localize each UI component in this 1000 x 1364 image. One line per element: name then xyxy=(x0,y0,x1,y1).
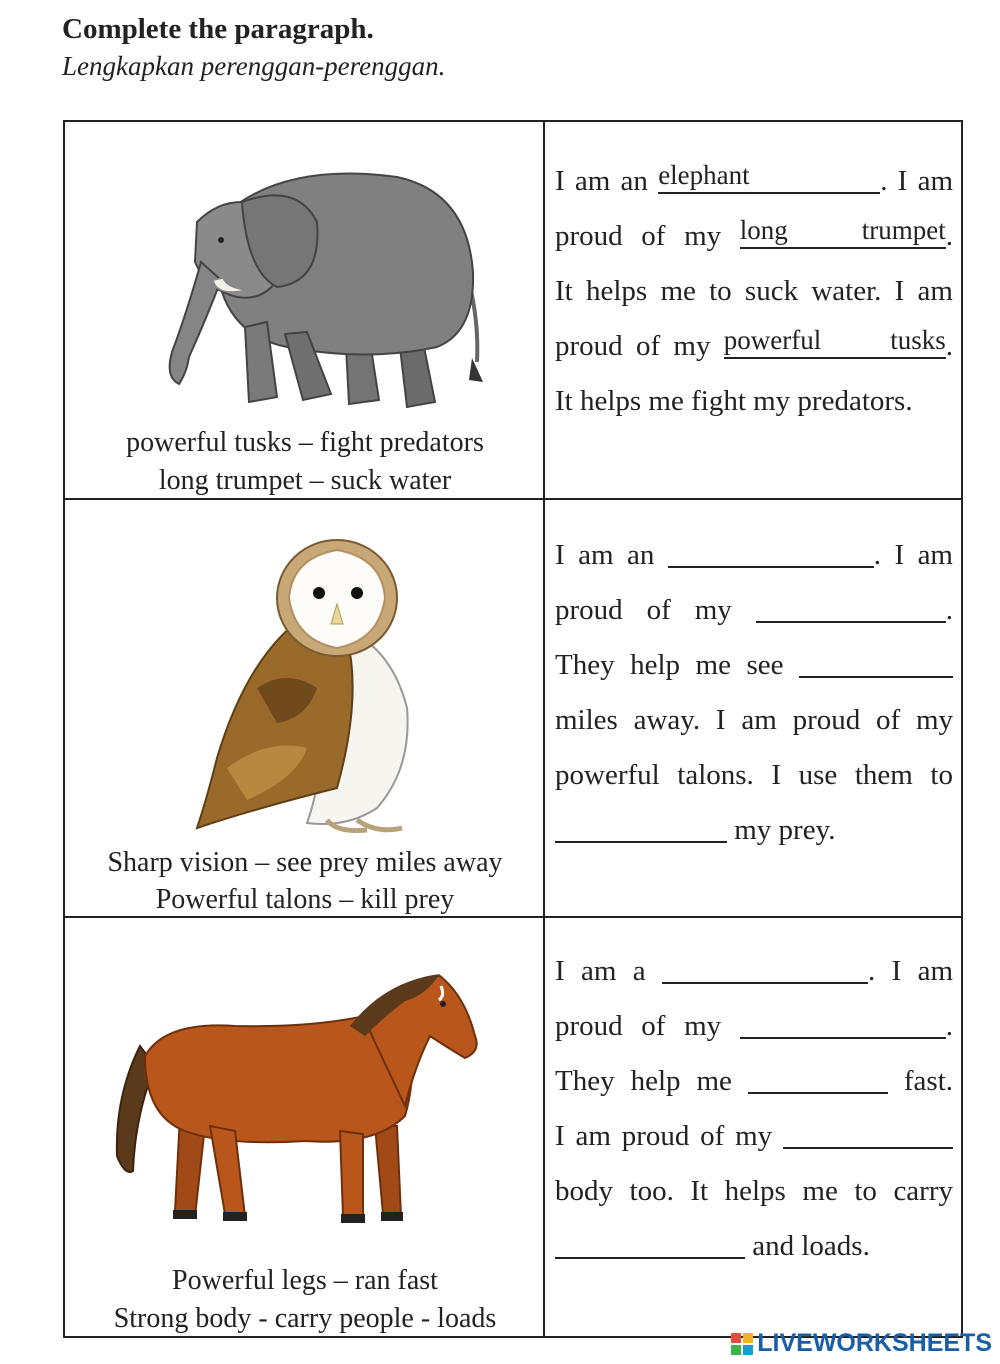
answer-blank[interactable] xyxy=(555,813,727,843)
answer-blank[interactable]: long trumpet xyxy=(740,219,946,249)
answer-blank[interactable] xyxy=(740,1009,946,1039)
page-subtitle: Lengkapkan perenggan-perenggan. xyxy=(62,51,446,81)
row-horse xyxy=(65,918,961,1336)
paragraph: I am an elephant . I am proud of my long trumpet . It helps me to suck water. I am proud of my powerful tusks . It helps me fight my predators. xyxy=(555,160,954,417)
liveworksheets-logo xyxy=(731,1329,992,1358)
answer-blank[interactable] xyxy=(783,1119,953,1149)
caption-line-2: Powerful talons – kill prey xyxy=(155,884,455,915)
caption-line-1: powerful tusks – fight predators xyxy=(126,427,484,458)
animal-cell xyxy=(65,918,545,1336)
answer-blank[interactable] xyxy=(668,538,874,568)
animal-cell xyxy=(65,122,545,498)
paragraph: I am a . I am proud of my . They help me fast. I am proud of my body too. It helps me to carry and loads. xyxy=(555,955,953,1262)
caption-line-2: Strong body - carry people - loads xyxy=(113,1303,497,1334)
answer-blank[interactable]: powerful tusks xyxy=(724,329,946,359)
row-elephant xyxy=(65,122,961,500)
answer-blank[interactable] xyxy=(555,1229,745,1259)
animal-cell xyxy=(65,500,545,916)
brand-name: LIVEWORKSHEETS xyxy=(757,1329,992,1357)
heading xyxy=(62,10,445,84)
worksheet-table xyxy=(63,120,963,1338)
horse-illustration xyxy=(105,966,495,1241)
paragraph-cell xyxy=(545,500,961,916)
answer-blank[interactable] xyxy=(748,1064,888,1094)
paragraph-cell xyxy=(545,122,961,498)
row-owl xyxy=(65,500,961,918)
caption-line-2: long trumpet – suck water xyxy=(158,465,452,496)
answer-blank[interactable] xyxy=(799,648,953,678)
paragraph: I am an . I am proud of my . They help me see miles away. I am proud of my powerful talons. I use them to my prey. xyxy=(555,539,954,846)
answer-blank[interactable] xyxy=(662,954,868,984)
caption-line-1: Sharp vision – see prey miles away xyxy=(107,847,503,878)
elephant-illustration xyxy=(117,162,497,417)
page-title: Complete the paragraph. xyxy=(62,13,374,45)
caption-line-1: Powerful legs – ran fast xyxy=(172,1265,438,1296)
owl-illustration xyxy=(187,538,427,838)
paragraph-cell xyxy=(545,918,961,1336)
answer-blank[interactable] xyxy=(756,593,946,623)
answer-blank[interactable]: elephant xyxy=(658,164,880,194)
logo-icon xyxy=(731,1333,753,1355)
